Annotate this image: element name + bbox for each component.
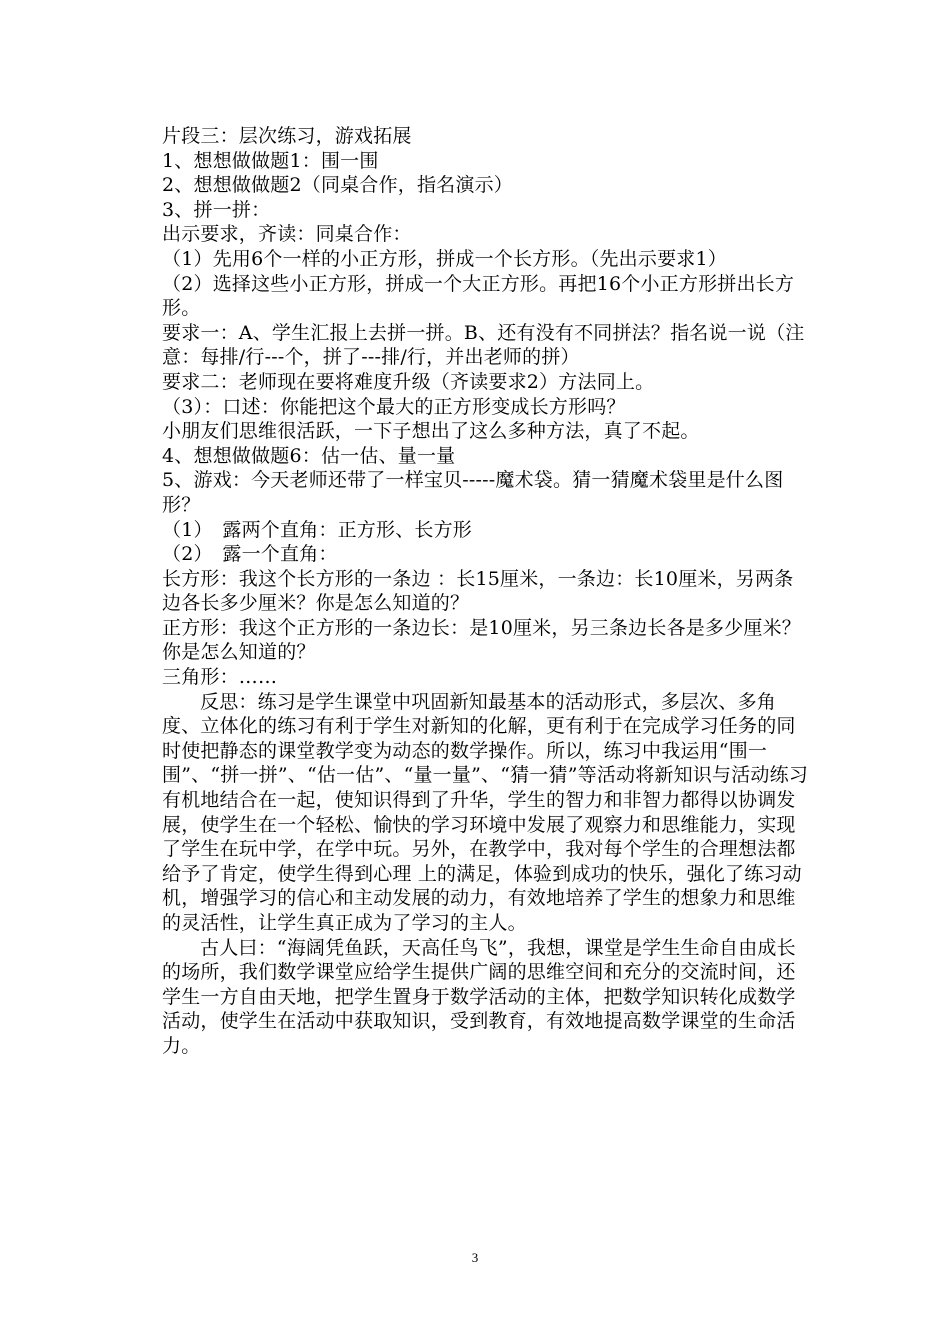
list-item: 4、想想做做题6：估一估、量一量: [162, 444, 456, 467]
text-line: 小朋友们思维很活跃，一下子想出了这么多种方法，真了不起。: [162, 420, 700, 443]
triangle-line: 三角形：……: [162, 666, 278, 689]
section-heading: 片段三：层次练习，游戏拓展: [162, 125, 412, 147]
reflection-paragraph: 反思：练习是学生课堂中巩固新知最基本的活动形式，多层次、多角度、立体化的练习有利于学生对新知的化解，更有利于在完成学习任务的同时使把静态的课堂教学变为动态的数学操作。所以，练习中我运用“围一围”、“拼一拼”、“估一估”、“量一量”、“猜一猜”等活动将新知识与活动练习有机地结合在一起，使知识得到了升华，学生的智力和非智力都得以协调发展，使学生在一个轻松、愉快的学习环境中发展了观察力和思维能力，实现了学生在玩中学，在学中玩。另外，在教学中，我对每个学生的合理想法都给予了肯定，使学生得到心理 上的满足，体验到成功的快乐，强化了练习动机，增强学习的信心和主动发展的动力，有效地培养了学生的想象力和思维的灵活性，让学生真正成为了学习的主人。: [162, 690, 809, 934]
closing-paragraph: 古人曰：“海阔凭鱼跃，天高任鸟飞”，我想，课堂是学生生命自由成长的场所，我们数学课堂应给学生提供广阔的思维空间和充分的交流时间，还学生一方自由天地，把学生置身于数学活动的主体，把数学知识转化成数学活动，使学生在活动中获取知识，受到教育，有效地提高数学课堂的生命活力。: [162, 936, 796, 1057]
square-question: 正方形：我这个正方形的一条边长：是10厘米，另三条边长各是多少厘米？你是怎么知道的？: [162, 616, 801, 664]
rectangle-question: 长方形：我这个长方形的一条边 ：长15厘米，一条边：长10厘米，另两条边各长多少厘米？你是怎么知道的？: [162, 567, 794, 615]
game-step-2: （2） 露一个直角：: [162, 543, 338, 566]
document-body: [162, 124, 812, 1059]
requirement-1: （1）先用6个一样的小正方形，拼成一个长方形。（先出示要求1）: [162, 247, 727, 270]
list-item: 2、想想做做题2（同桌合作，指名演示）: [162, 174, 513, 197]
page-number: 3: [471, 1250, 479, 1265]
text-line: 要求一：A、学生汇报上去拼一拼。B、还有没有不同拼法？指名说一说（注意：每排/行---个，拼了---排/行，并出老师的拼）: [162, 321, 805, 369]
requirement-3: （3）：口述：你能把这个最大的正方形变成长方形吗？: [162, 395, 626, 418]
list-item: 5、游戏：今天老师还带了一样宝贝-----魔术袋。猜一猜魔术袋里是什么图形？: [162, 469, 784, 516]
text-line: 要求二：老师现在要将难度升级（齐读要求2）方法同上。: [162, 370, 655, 393]
game-step-1: （1） 露两个直角：正方形、长方形: [162, 518, 472, 541]
list-item: 3、拼一拼：: [162, 198, 271, 221]
text-line: 出示要求，齐读：同桌合作：: [162, 223, 412, 246]
requirement-2: （2）选择这些小正方形，拼成一个大正方形。再把16个小正方形拼出长方形。: [162, 272, 795, 320]
list-item: 1、想想做做题1：围一围: [162, 149, 379, 172]
